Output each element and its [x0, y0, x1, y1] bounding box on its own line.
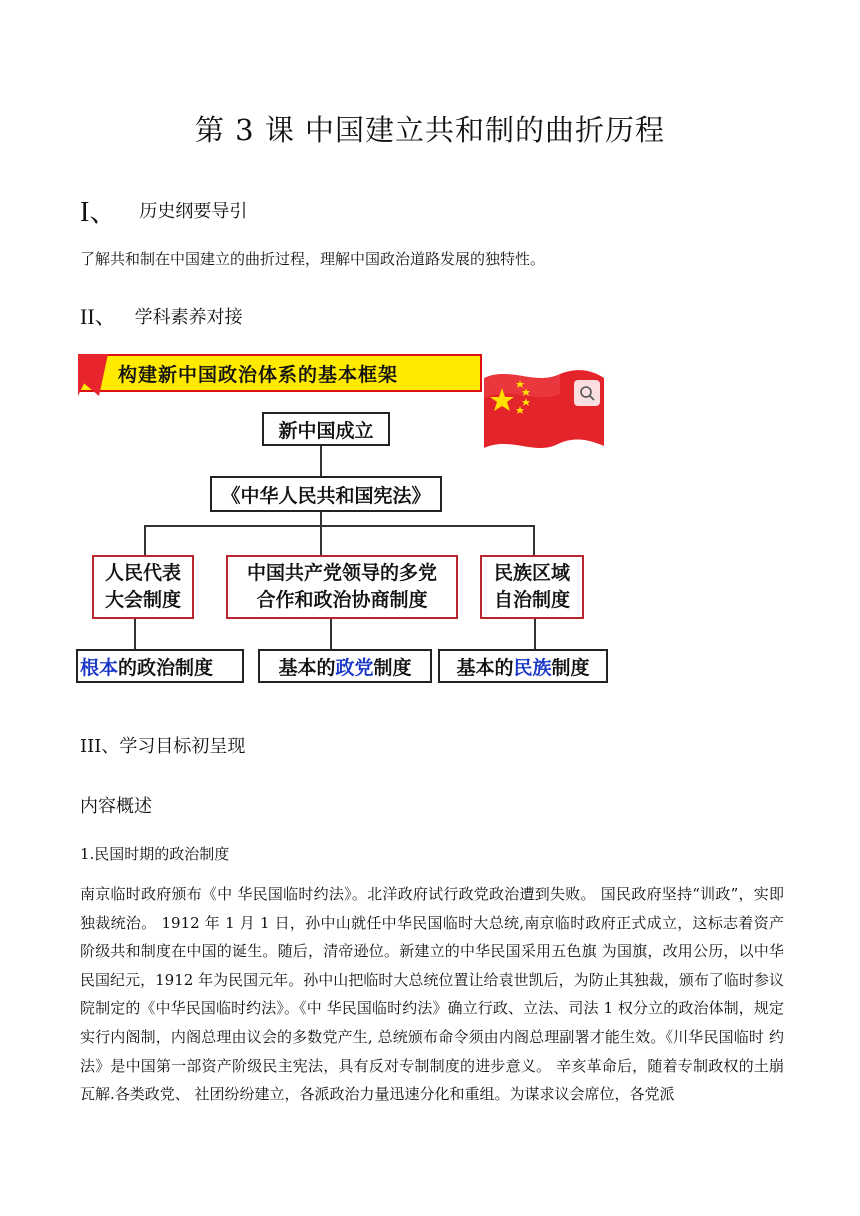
box-line: 人民代表 — [104, 562, 181, 584]
box-fundamental-system — [76, 649, 244, 683]
section-heading-2 — [80, 300, 243, 331]
box-line: 民族区域 — [493, 562, 570, 584]
section-numeral: I、 — [80, 197, 118, 228]
section-heading-3: III、学习目标初呈现 — [80, 736, 246, 757]
box-party-system — [258, 649, 432, 683]
highlight-text: 政党 — [335, 656, 374, 679]
connector-line — [330, 619, 332, 649]
section-heading-1 — [80, 190, 247, 230]
banner-text: 构建新中国政治体系的基本框架 — [118, 363, 399, 386]
connector-line — [320, 525, 322, 555]
connector-line — [134, 619, 136, 649]
paragraph: 了解共和制在中国建立的曲折过程，理解中国政治道路发展的独特性。 — [80, 250, 546, 268]
body-paragraph: 南京临时政府颁布《中 华民国临时约法》。北洋政府试行政党政治遭到失败。 国民政府坚持“训政”，实即独裁统治。 1912 年 1 月 1 日，孙中山就任中华民国临时大总统,南京临时政府正式成立，这标志着资产阶级共和制度在中国的诞生。随后，清帝逊位。新建立的中华民国采用五色旗 为国旗，改用公历，以中华民国纪元，1912 年为民国元年。孙中山把临时大总统位置让给袁世凯后，为防止其独裁，颁布了临时参议院制定的《中华民国临时约法》。《中 华民国临时约法》确立行政、立法、司法 1 权分立的政治体制，规定实行内阁制，内阁总理由议会的多数党产生, 总统颁布命令须由内阁总理副署才能生效。《川华民国临时 约法》是中国第一部资产阶级民主宪法，具有反对专制制度的进步意义。 辛亥革命后，随着专制政权的土崩瓦解.各类政党、 社团纷纷建立，各派政治力量迅速分化和重组。为谋求议会席位，各党派 — [80, 885, 784, 1104]
section-label: 学科素养对接 — [134, 306, 243, 328]
box-line: 自治制度 — [493, 589, 570, 611]
box-text: 制度 — [551, 656, 590, 679]
subheading: 1.民国时期的政治制度 — [80, 845, 230, 863]
highlight-text: 民族 — [513, 656, 552, 679]
connector-line — [320, 512, 322, 526]
section-numeral: II、 — [80, 304, 117, 329]
page-title: 第 3 课 中国建立共和制的曲折历程 — [194, 113, 666, 147]
china-flag-icon — [480, 364, 606, 456]
box-text: 制度 — [373, 656, 412, 679]
connector-line — [144, 525, 534, 527]
diagram-banner — [78, 354, 482, 392]
content-heading: 内容概述 — [80, 796, 152, 817]
box-line: 合作和政治协商制度 — [256, 589, 428, 611]
box-new-china: 新中国成立 — [262, 412, 390, 446]
connector-line — [533, 525, 535, 555]
connector-line — [320, 446, 322, 476]
box-line: 中国共产党领导的多党 — [246, 562, 437, 584]
connector-line — [144, 525, 146, 555]
section-label: 历史纲要导引 — [139, 201, 248, 222]
box-text: 基本的 — [278, 656, 336, 679]
political-system-diagram — [78, 354, 608, 686]
box-peoples-congress — [92, 555, 194, 619]
box-ethnic-system — [438, 649, 608, 683]
connector-line — [534, 619, 536, 649]
box-regional-autonomy — [480, 555, 584, 619]
box-multiparty-cooperation — [226, 555, 458, 619]
box-constitution: 《中华人民共和国宪法》 — [210, 476, 442, 512]
box-text: 的政治制度 — [118, 656, 214, 679]
box-text: 基本的 — [456, 656, 514, 679]
highlight-text: 根本 — [80, 656, 119, 679]
box-line: 大会制度 — [104, 589, 181, 611]
